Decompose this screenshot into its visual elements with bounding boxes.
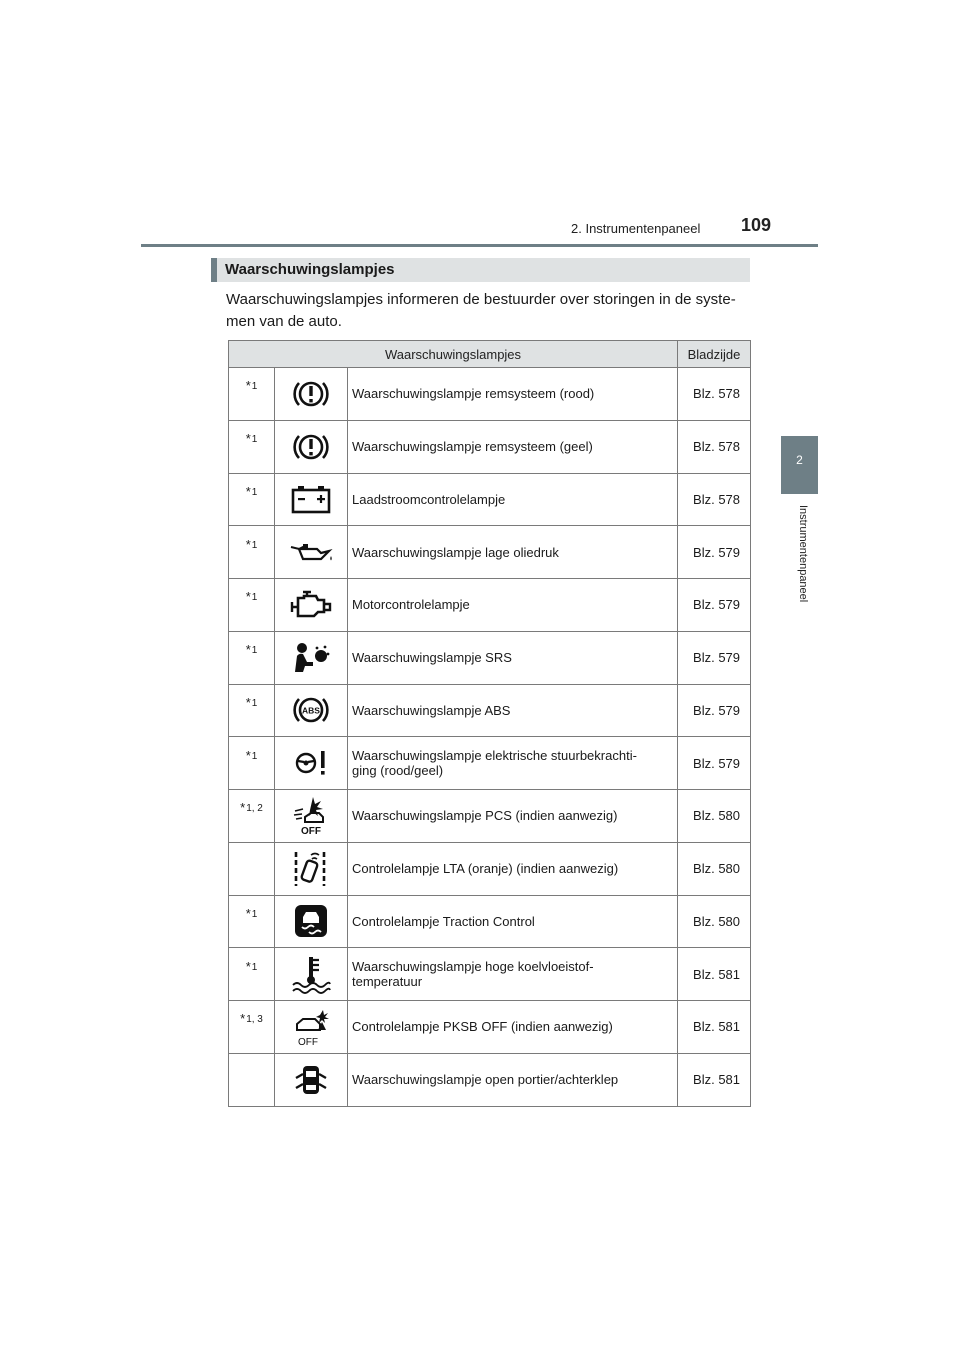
page-reference[interactable]: Blz. 581 [678, 948, 751, 1001]
coolant-temperature-icon [275, 948, 348, 1001]
asterisk: * [245, 747, 251, 763]
page-reference[interactable]: Blz. 579 [678, 631, 751, 684]
table-row [229, 842, 751, 895]
footnote-mark [229, 1001, 275, 1054]
abs-icon [275, 684, 348, 737]
asterisk: * [245, 694, 251, 710]
asterisk: * [240, 800, 246, 816]
header-divider [141, 244, 818, 247]
light-description: Waarschuwingslampje remsysteem (geel) [348, 420, 678, 473]
footnote-mark [229, 684, 275, 737]
light-description: Waarschuwingslampje elektrische stuurbekrachti- ging (rood/geel) [348, 737, 678, 790]
running-header-section: 2. Instrumentenpaneel [571, 221, 701, 236]
light-description: Controlelampje PKSB OFF (indien aanwezig) [348, 1001, 678, 1054]
footnote-mark [229, 737, 275, 790]
asterisk: * [245, 378, 251, 394]
footnote-mark [229, 526, 275, 579]
light-description: Waarschuwingslampje PCS (indien aanwezig) [348, 790, 678, 843]
footnote-mark [229, 1053, 275, 1106]
page-reference[interactable]: Blz. 580 [678, 895, 751, 948]
asterisk: * [245, 589, 251, 605]
svg-text:OFF: OFF [301, 825, 321, 837]
light-description: Waarschuwingslampje hoge koelvloeistof- temperatuur [348, 948, 678, 1001]
footnote-number: 1 [251, 539, 258, 551]
footnote-mark [229, 579, 275, 632]
table-header-row [229, 341, 751, 368]
footnote-number: 1, 2 [246, 803, 263, 815]
pcs-off-icon [275, 790, 348, 843]
light-description: Waarschuwingslampje ABS [348, 684, 678, 737]
page-reference[interactable]: Blz. 579 [678, 737, 751, 790]
footnote-number: 1 [251, 750, 258, 762]
column-header-lights: Waarschuwingslampjes [229, 341, 678, 368]
page-reference[interactable]: Blz. 579 [678, 526, 751, 579]
open-door-icon [275, 1053, 348, 1106]
asterisk: * [245, 431, 251, 447]
brake-system-warning-icon [275, 420, 348, 473]
svg-text:OFF: OFF [298, 1036, 318, 1048]
intro-line: men van de auto. [226, 313, 342, 330]
footnote-mark [229, 368, 275, 421]
table-row [229, 737, 751, 790]
brake-system-warning-icon [275, 368, 348, 421]
oil-pressure-icon [275, 526, 348, 579]
table-row [229, 790, 751, 843]
light-description: Laadstroomcontrolelampje [348, 473, 678, 526]
footnote-mark [229, 420, 275, 473]
column-header-page: Bladzijde [678, 341, 751, 368]
table-row [229, 579, 751, 632]
footnote-mark [229, 842, 275, 895]
footnote-number: 1 [251, 486, 258, 498]
light-description: Motorcontrolelampje [348, 579, 678, 632]
asterisk: * [240, 1011, 246, 1027]
footnote-mark [229, 473, 275, 526]
table-row [229, 684, 751, 737]
light-description: Waarschuwingslampje lage oliedruk [348, 526, 678, 579]
page-reference[interactable]: Blz. 580 [678, 790, 751, 843]
asterisk: * [245, 958, 251, 974]
chapter-tab-label: Instrumentenpaneel [797, 505, 809, 603]
footnote-number: 1 [251, 697, 258, 709]
table-row [229, 368, 751, 421]
asterisk: * [245, 483, 251, 499]
lta-lane-icon [275, 842, 348, 895]
asterisk: * [245, 642, 251, 658]
footnote-number: 1 [251, 645, 258, 657]
page-number: 109 [741, 215, 772, 235]
table-row [229, 631, 751, 684]
footnote-number: 1 [251, 592, 258, 604]
traction-control-icon [275, 895, 348, 948]
svg-text:ABS: ABS [302, 705, 320, 716]
footnote-number: 1 [251, 434, 258, 446]
table-row [229, 1001, 751, 1054]
table-row [229, 420, 751, 473]
table-row [229, 1053, 751, 1106]
footnote-number: 1 [251, 908, 258, 920]
page-reference[interactable]: Blz. 581 [678, 1053, 751, 1106]
asterisk: * [245, 536, 251, 552]
page-reference[interactable]: Blz. 579 [678, 684, 751, 737]
table-row [229, 948, 751, 1001]
section-heading-accent [211, 258, 217, 282]
section-title: Waarschuwingslampjes [225, 261, 395, 278]
table-body [229, 368, 751, 1107]
pksb-off-icon [275, 1001, 348, 1054]
page-reference[interactable]: Blz. 578 [678, 473, 751, 526]
footnote-number: 1 [251, 381, 258, 393]
engine-check-icon [275, 579, 348, 632]
table-row [229, 895, 751, 948]
srs-airbag-icon [275, 631, 348, 684]
footnote-mark [229, 948, 275, 1001]
asterisk: * [245, 905, 251, 921]
footnote-number: 1 [251, 961, 258, 973]
warning-lights-table [228, 340, 751, 1107]
page-reference[interactable]: Blz. 581 [678, 1001, 751, 1054]
page-reference[interactable]: Blz. 578 [678, 420, 751, 473]
page-reference[interactable]: Blz. 580 [678, 842, 751, 895]
power-steering-icon [275, 737, 348, 790]
page-reference[interactable]: Blz. 578 [678, 368, 751, 421]
footnote-number: 1, 3 [246, 1014, 263, 1026]
light-description: Controlelampje LTA (oranje) (indien aanwezig) [348, 842, 678, 895]
page-reference[interactable]: Blz. 579 [678, 579, 751, 632]
section-heading-bar [211, 258, 750, 282]
table-row [229, 473, 751, 526]
footnote-mark [229, 895, 275, 948]
table-row [229, 526, 751, 579]
intro-paragraph [226, 289, 754, 333]
light-description: Waarschuwingslampje open portier/achterklep [348, 1053, 678, 1106]
footnote-mark [229, 790, 275, 843]
light-description: Waarschuwingslampje SRS [348, 631, 678, 684]
light-description: Controlelampje Traction Control [348, 895, 678, 948]
battery-charge-icon [275, 473, 348, 526]
chapter-tab[interactable]: 2 [781, 436, 818, 494]
intro-line: Waarschuwingslampjes informeren de bestuurder over storingen in de syste- [226, 291, 736, 308]
footnote-mark [229, 631, 275, 684]
light-description: Waarschuwingslampje remsysteem (rood) [348, 368, 678, 421]
